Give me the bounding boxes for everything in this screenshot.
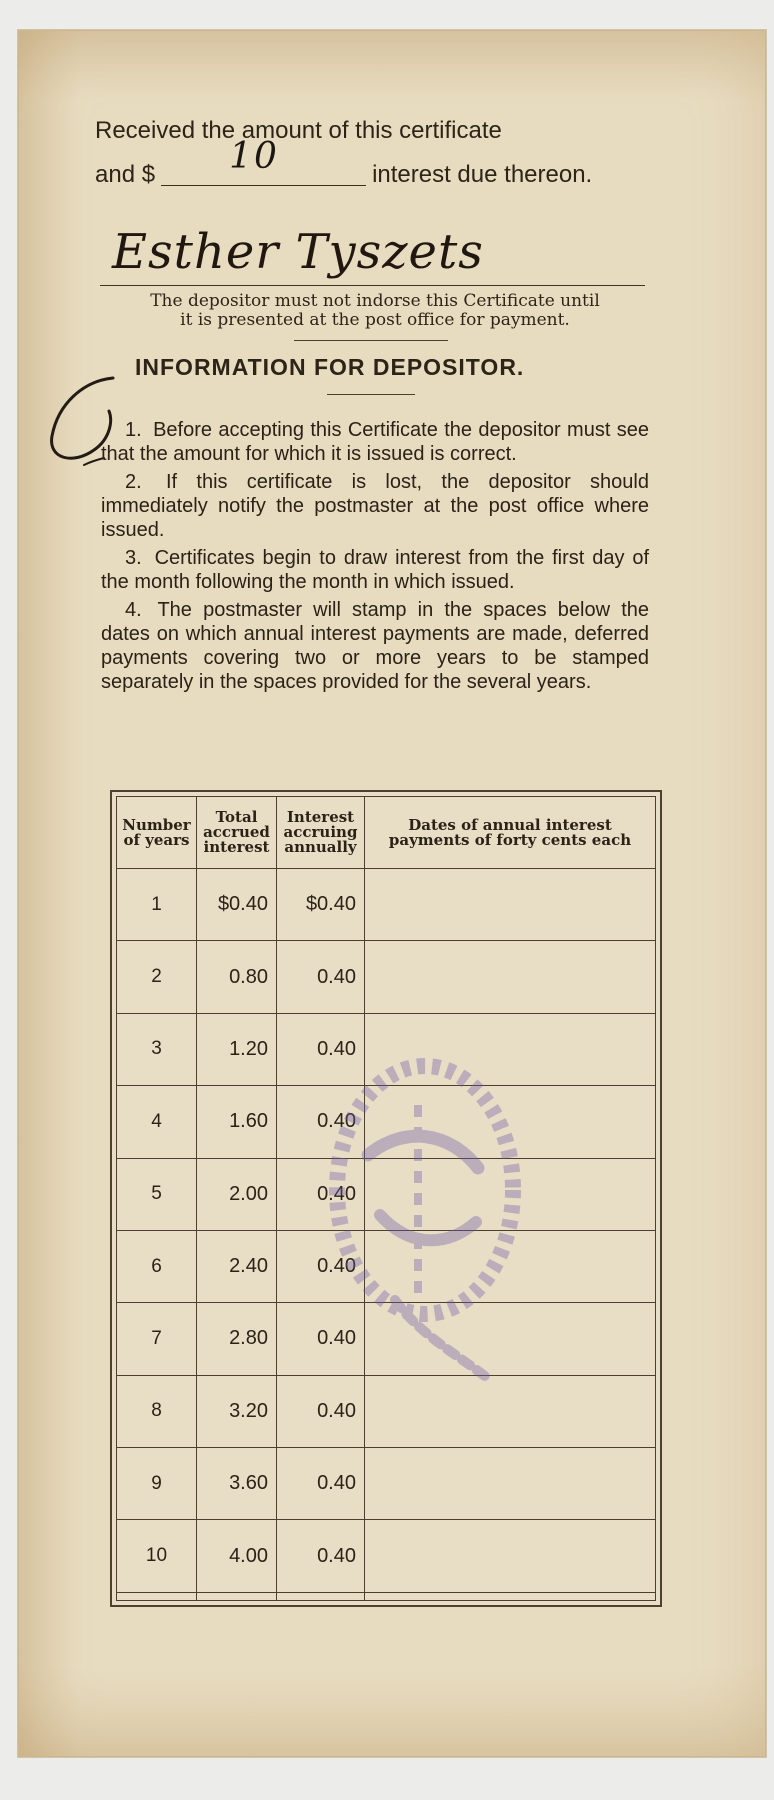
year-cell: 8 (117, 1375, 197, 1447)
payment-date-cell (365, 1158, 656, 1230)
depositor-instructions (101, 418, 649, 698)
instruction-1 (101, 418, 649, 466)
payment-date-cell (365, 1013, 656, 1085)
amount-blank-line (161, 136, 366, 186)
annual-interest-cell: 0.40 (277, 941, 365, 1013)
spacer-cell (277, 1592, 365, 1600)
instruction-3-text: Certificates begin to draw interest from the first day of the month following the month in which issued. (101, 547, 649, 593)
table-row (117, 1520, 656, 1592)
receipt-line-2-prefix: and $ (95, 161, 156, 188)
table-row (117, 1158, 656, 1230)
instruction-1-text: Before accepting this Certificate the depositor must see that the amount for which it is issued is correct. (101, 419, 649, 465)
table-row (117, 1448, 656, 1520)
paper-stain-top (19, 31, 765, 101)
notice-divider (294, 340, 448, 341)
interest-schedule-frame (110, 790, 662, 1607)
table-row (117, 1013, 656, 1085)
payment-date-cell (365, 1230, 656, 1302)
handwritten-amount: 10 (229, 136, 279, 177)
table-row (117, 869, 656, 941)
table-bottom-spacer-row (117, 1592, 656, 1600)
year-cell: 2 (117, 941, 197, 1013)
total-interest-cell: 1.20 (197, 1013, 277, 1085)
spacer-cell (197, 1592, 277, 1600)
receipt-statement (95, 113, 655, 192)
year-cell: 7 (117, 1303, 197, 1375)
year-cell: 1 (117, 869, 197, 941)
interest-accruing-annually-header: Interest accruing annually (277, 797, 365, 869)
table-row (117, 1086, 656, 1158)
paper-stain-left (19, 31, 79, 1756)
signature-line (100, 285, 645, 286)
year-cell: 9 (117, 1448, 197, 1520)
annual-interest-cell: 0.40 (277, 1230, 365, 1302)
annual-interest-cell: 0.40 (277, 1158, 365, 1230)
indorsement-notice-line-1: The depositor must not indorse this Certificate until (150, 291, 600, 311)
instruction-1-number: 1. (125, 419, 142, 441)
total-interest-cell: 2.00 (197, 1158, 277, 1230)
total-interest-cell: 3.20 (197, 1375, 277, 1447)
annual-interest-cell: 0.40 (277, 1303, 365, 1375)
year-cell: 5 (117, 1158, 197, 1230)
payment-date-cell (365, 869, 656, 941)
instruction-3 (101, 546, 649, 594)
receipt-line-2-suffix: interest due thereon. (372, 161, 593, 188)
annual-interest-cell: 0.40 (277, 1448, 365, 1520)
heading-divider (327, 394, 415, 395)
annual-interest-cell: $0.40 (277, 869, 365, 941)
total-interest-cell: 4.00 (197, 1520, 277, 1592)
depositor-signature: Esther Tyszets (112, 224, 484, 280)
payment-date-cell (365, 1303, 656, 1375)
interest-schedule-table (116, 796, 656, 1601)
receipt-line-2 (95, 136, 655, 192)
total-interest-cell: 0.80 (197, 941, 277, 1013)
instruction-4-number: 4. (125, 599, 142, 621)
total-interest-cell: 3.60 (197, 1448, 277, 1520)
receipt-line-1-text: Received the amount of this certificate (95, 117, 502, 144)
instruction-3-number: 3. (125, 547, 142, 569)
annual-interest-cell: 0.40 (277, 1520, 365, 1592)
spacer-cell (117, 1592, 197, 1600)
instruction-2-number: 2. (125, 471, 142, 493)
payment-date-cell (365, 1448, 656, 1520)
number-of-years-header: Number of years (117, 797, 197, 869)
payment-date-cell (365, 941, 656, 1013)
indorsement-notice-line-2: it is presented at the post office for payment. (180, 310, 570, 330)
annual-interest-cell: 0.40 (277, 1375, 365, 1447)
year-cell: 6 (117, 1230, 197, 1302)
receipt-line-1 (95, 113, 655, 148)
year-cell: 10 (117, 1520, 197, 1592)
table-header-row (117, 797, 656, 869)
table-row (117, 941, 656, 1013)
information-heading: INFORMATION FOR DEPOSITOR. (135, 354, 525, 380)
table-row (117, 1303, 656, 1375)
total-interest-cell: 1.60 (197, 1086, 277, 1158)
table-row (117, 1375, 656, 1447)
indorsement-notice (95, 292, 655, 330)
instruction-2-text: If this certificate is lost, the depositor should immediately notify the postmaster at the post office where issued. (101, 471, 649, 541)
total-interest-cell: 2.80 (197, 1303, 277, 1375)
annual-interest-cell: 0.40 (277, 1013, 365, 1085)
annual-interest-cell: 0.40 (277, 1086, 365, 1158)
table-row (117, 1230, 656, 1302)
payment-date-cell (365, 1520, 656, 1592)
year-cell: 4 (117, 1086, 197, 1158)
total-accrued-interest-header: Total accrued interest (197, 797, 277, 869)
instruction-2 (101, 470, 649, 542)
instruction-4 (101, 598, 649, 694)
payment-date-cell (365, 1375, 656, 1447)
spacer-cell (365, 1592, 656, 1600)
total-interest-cell: 2.40 (197, 1230, 277, 1302)
total-interest-cell: $0.40 (197, 869, 277, 941)
payment-dates-header: Dates of annual interest payments of forty cents each (365, 797, 656, 869)
paper-stain-bottom (19, 1666, 765, 1756)
payment-date-cell (365, 1086, 656, 1158)
year-cell: 3 (117, 1013, 197, 1085)
instruction-4-text: The postmaster will stamp in the spaces below the dates on which annual interest payments are made, deferred payments covering two or more years to be stamped separately in the spaces provided for the several years. (101, 599, 649, 693)
